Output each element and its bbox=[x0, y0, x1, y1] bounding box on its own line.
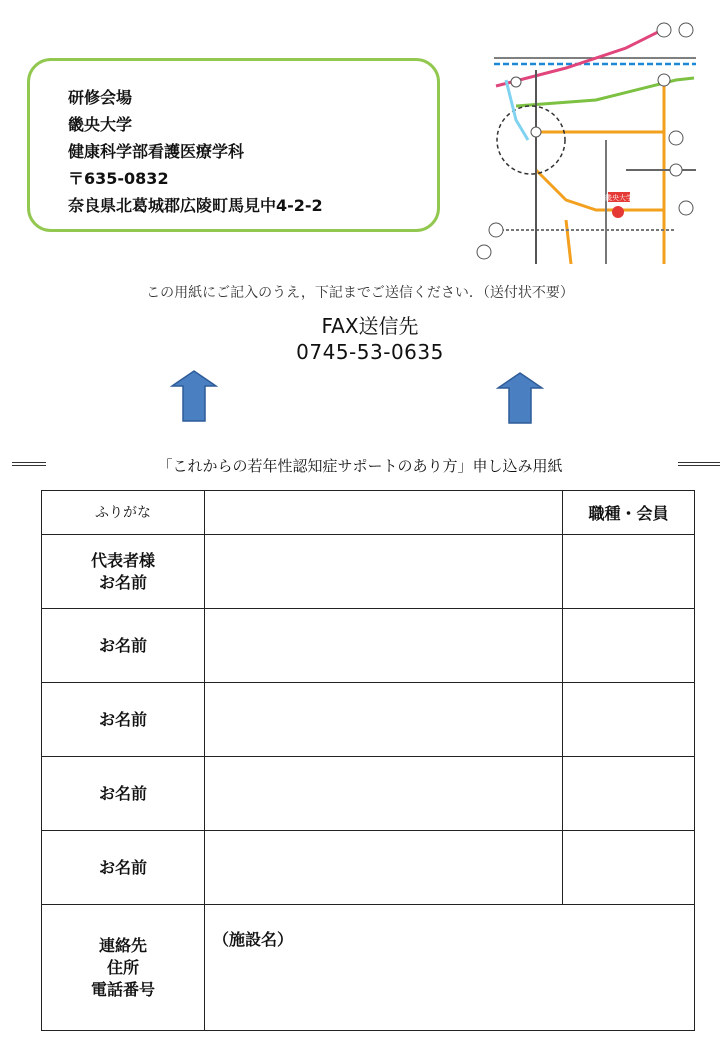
table-row-contact bbox=[42, 905, 695, 1031]
map-station bbox=[669, 131, 683, 145]
map-station bbox=[489, 223, 503, 237]
venue-heading: 研修会場 bbox=[68, 88, 133, 107]
map-station bbox=[670, 164, 682, 176]
map-station bbox=[657, 23, 671, 37]
table-row-name bbox=[42, 831, 695, 905]
venue-address: 奈良県北葛城郡広陵町馬見中4-2-2 bbox=[68, 196, 323, 215]
access-map bbox=[476, 20, 698, 264]
contact-input-cell[interactable] bbox=[205, 905, 695, 1031]
name-input-cell[interactable] bbox=[205, 609, 563, 683]
name-label: お名前 bbox=[42, 831, 205, 905]
university-marker-icon bbox=[612, 206, 624, 218]
table-row-name bbox=[42, 683, 695, 757]
table-row-name bbox=[42, 609, 695, 683]
name-label: お名前 bbox=[42, 609, 205, 683]
up-arrow-icon bbox=[170, 370, 218, 422]
instruction-text: この用紙にご記入のうえ，下記までご送信ください．（送付状不要） bbox=[146, 285, 574, 301]
university-label: 畿央大学 bbox=[605, 194, 633, 202]
rep-label-line1: 代表者様 bbox=[90, 550, 155, 570]
table-row-name bbox=[42, 757, 695, 831]
name-input-cell[interactable] bbox=[205, 831, 563, 905]
role-header: 職種・会員 bbox=[563, 491, 695, 535]
table-row-representative bbox=[42, 535, 695, 609]
representative-name-input-cell[interactable] bbox=[205, 535, 563, 609]
contact-label-line2: 住所 bbox=[106, 957, 139, 977]
contact-label-line3: 電話番号 bbox=[90, 979, 155, 999]
fax-title: FAX送信先 bbox=[321, 314, 419, 338]
map-station bbox=[511, 77, 521, 87]
name-label: お名前 bbox=[42, 683, 205, 757]
representative-name-label bbox=[42, 535, 205, 609]
map-station bbox=[679, 23, 693, 37]
map-station bbox=[679, 201, 693, 215]
name-label: お名前 bbox=[42, 757, 205, 831]
rep-label-line2: お名前 bbox=[98, 572, 147, 592]
venue-university: 畿央大学 bbox=[68, 115, 133, 134]
contact-label bbox=[42, 905, 205, 1031]
venue-department: 健康科学部看護医療学科 bbox=[68, 142, 245, 161]
fax-number: 0745-53-0635 bbox=[296, 340, 444, 364]
map-station bbox=[658, 74, 670, 86]
application-form-table bbox=[41, 490, 695, 1031]
role-input-cell[interactable] bbox=[563, 609, 695, 683]
role-input-cell[interactable] bbox=[563, 757, 695, 831]
contact-label-line1: 連絡先 bbox=[98, 935, 147, 955]
furigana-input-cell[interactable] bbox=[205, 491, 563, 535]
map-station bbox=[531, 127, 541, 137]
form-title: 「これからの若年性認知症サポートのあり方」申し込み用紙 bbox=[157, 457, 563, 475]
role-input-cell[interactable] bbox=[563, 831, 695, 905]
table-row-furigana bbox=[42, 491, 695, 535]
name-input-cell[interactable] bbox=[205, 683, 563, 757]
venue-postal: 〒635-0832 bbox=[68, 169, 169, 188]
up-arrow-icon bbox=[496, 372, 544, 424]
facility-label: （施設名） bbox=[213, 930, 294, 949]
map-station bbox=[477, 245, 491, 259]
name-input-cell[interactable] bbox=[205, 757, 563, 831]
furigana-label: ふりがな bbox=[42, 491, 205, 535]
role-input-cell[interactable] bbox=[563, 683, 695, 757]
representative-role-input-cell[interactable] bbox=[563, 535, 695, 609]
venue-box bbox=[27, 58, 440, 232]
